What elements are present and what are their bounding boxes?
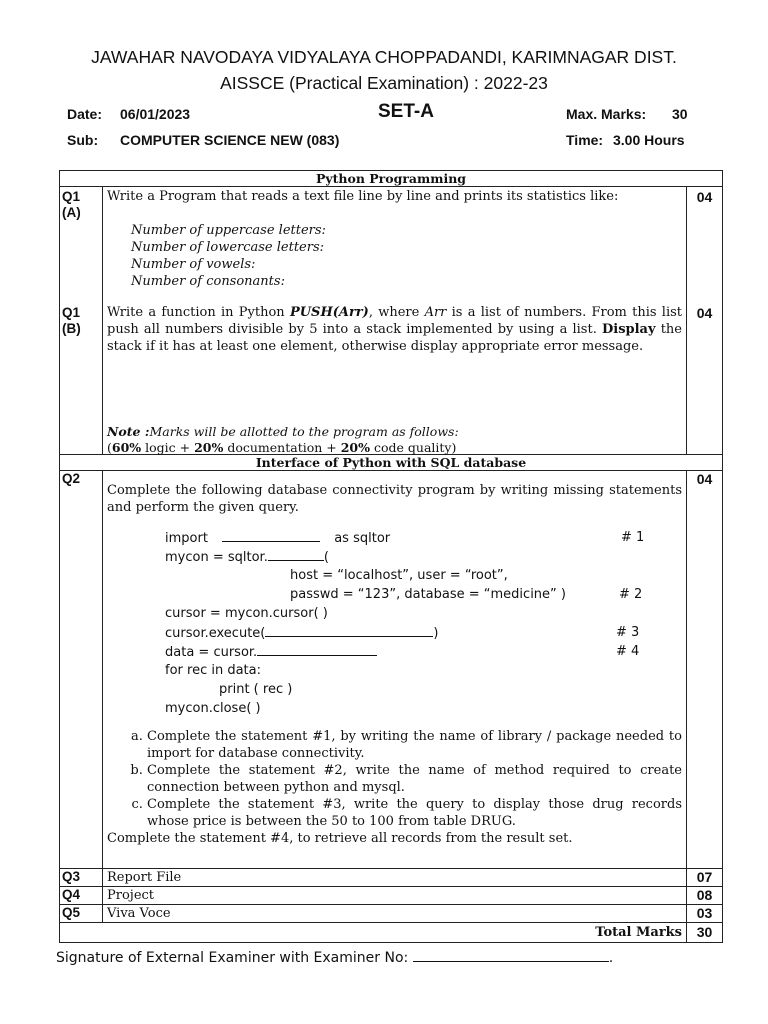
note-text: Marks will be allotted to the program as follows: — [149, 424, 459, 439]
q1b-text — [107, 304, 682, 355]
question-row-q3 — [60, 869, 723, 887]
q1a-part: (A) — [62, 205, 81, 220]
time-value: 3.00 Hours — [613, 132, 685, 148]
total-label: Total Marks — [60, 923, 687, 943]
code-line-1 — [165, 529, 390, 547]
comment-3: # 3 — [616, 625, 640, 640]
set-label: SET-A — [378, 101, 434, 122]
question-row-q4 — [60, 887, 723, 905]
code-line-2 — [165, 548, 329, 566]
sub-question-b: b. Complete the statement #2, write the name of method required to create connection between python and mysql. — [147, 762, 682, 796]
question-number: Q2 — [60, 471, 103, 869]
note-part: logic + — [141, 440, 195, 455]
date-value: 06/01/2023 — [120, 106, 191, 122]
sub-question-a: a. Complete the statement #1, by writing the name of library / package needed to import for database connectivity. — [147, 728, 682, 762]
note-pct: 20% — [340, 440, 371, 455]
note-breakdown — [107, 439, 456, 456]
code-text: ( — [323, 550, 329, 565]
code-text: import — [165, 531, 208, 546]
question-table — [59, 170, 723, 943]
row-label: Project — [103, 887, 687, 905]
note-part: code quality) — [370, 440, 457, 455]
row-marks: 03 — [687, 905, 723, 923]
section-header-python — [60, 171, 723, 187]
note-pct: 20% — [194, 440, 224, 455]
q1b-display: Display — [601, 322, 656, 337]
code-line-8: for rec in data: — [165, 663, 261, 678]
answer-blank-1[interactable] — [222, 529, 320, 542]
total-marks: 30 — [687, 923, 723, 943]
sub-questions — [107, 728, 682, 830]
answer-blank-4[interactable] — [257, 643, 377, 656]
section-title: Python Programming — [60, 171, 723, 187]
note-part: documentation + — [223, 440, 341, 455]
max-marks-label: Max. Marks: — [566, 106, 647, 122]
subject-value: COMPUTER SCIENCE NEW (083) — [120, 132, 340, 148]
max-marks-value: 30 — [672, 106, 688, 122]
row-label: Viva Voce — [103, 905, 687, 923]
row-label: Report File — [103, 869, 687, 887]
q1b-num: Q1 — [62, 305, 81, 320]
q1a-num: Q1 — [62, 189, 81, 204]
q1b-func-name: PUSH(Arr) — [289, 305, 369, 320]
code-line-7 — [165, 643, 377, 661]
total-row — [60, 923, 723, 943]
code-block — [107, 516, 682, 716]
signature-end: . — [608, 950, 614, 966]
sub-question-last: Complete the statement #4, to retrieve all records from the result set. — [107, 831, 573, 846]
answer-blank-3[interactable] — [265, 624, 433, 637]
code-line-9: print ( rec ) — [219, 682, 293, 697]
time-label: Time: — [566, 132, 604, 148]
question-number: Q4 — [60, 887, 103, 905]
code-line-10: mycon.close( ) — [165, 701, 261, 716]
question-number: Q5 — [60, 905, 103, 923]
q1b-text-part: Write a function in Python — [107, 305, 290, 320]
q1a-item: Number of lowercase letters: — [131, 240, 325, 255]
note-label: Note : — [107, 424, 150, 439]
q2-intro: Complete the following database connectivity program by writing missing statements and perform the given query. — [107, 483, 682, 515]
marks-cell — [687, 187, 723, 455]
q1b-text-part: is a list of numbers. From this list push all numbers divisible by 5 into a stack implemented by using a list. — [107, 305, 682, 337]
row-marks: 08 — [687, 887, 723, 905]
code-text: as sqltor — [334, 531, 391, 546]
question-row-q2 — [60, 471, 723, 869]
date-label: Date: — [67, 106, 103, 122]
note-line — [107, 423, 459, 440]
answer-blank-2[interactable] — [268, 548, 324, 561]
exam-title: AISSCE (Practical Examination) : 2022-23 — [220, 73, 548, 93]
sub-question-c: c. Complete the statement #3, write the query to display those drug records whose price is between the 50 to 100 from table DRUG. — [147, 796, 682, 830]
question-row-q1 — [60, 187, 723, 455]
comment-2: # 2 — [619, 587, 643, 602]
q1a-item: Number of vowels: — [131, 257, 256, 272]
code-text: cursor.execute( — [165, 626, 266, 641]
signature-text: Signature of External Examiner with Examiner No: — [56, 950, 413, 966]
question-text — [103, 471, 687, 869]
comment-4: # 4 — [616, 644, 640, 659]
q2-marks: 04 — [687, 471, 723, 869]
school-name: JAWAHAR NAVODAYA VIDYALAYA CHOPPADANDI, KARIMNAGAR DIST. — [91, 47, 677, 67]
code-line-3: host = “localhost”, user = “root”, — [290, 568, 508, 583]
question-number: Q3 — [60, 869, 103, 887]
question-text — [103, 187, 687, 455]
comment-1: # 1 — [621, 530, 645, 545]
section-header-sql — [60, 455, 723, 471]
q1b-text-part: , where — [368, 305, 425, 320]
section-title: Interface of Python with SQL database — [60, 455, 723, 471]
question-number — [60, 187, 103, 455]
q1a-item: Number of uppercase letters: — [131, 223, 326, 238]
q1b-arr: Arr — [424, 305, 447, 320]
q1b-part: (B) — [62, 321, 81, 336]
q1a-text: Write a Program that reads a text file line by line and prints its statistics like: — [107, 189, 619, 204]
q1a-item: Number of consonants: — [131, 274, 285, 289]
question-row-q5 — [60, 905, 723, 923]
subject-label: Sub: — [67, 132, 99, 148]
row-marks: 07 — [687, 869, 723, 887]
examiner-no-blank[interactable] — [413, 947, 609, 962]
note-pct: 60% — [111, 440, 142, 455]
signature-line — [56, 947, 613, 966]
note-part: ( — [107, 440, 112, 455]
q1a-marks: 04 — [696, 189, 713, 205]
code-line-5: cursor = mycon.cursor( ) — [165, 606, 328, 621]
code-line-4: passwd = “123”, database = “medicine” ) — [290, 587, 566, 602]
code-line-6 — [165, 624, 438, 642]
code-text: data = cursor. — [165, 645, 258, 660]
code-text: mycon = sqltor. — [165, 550, 268, 565]
q1b-marks: 04 — [696, 305, 713, 321]
q1b-text-part: the stack if it has at least one element, otherwise display appropriate error message. — [107, 322, 682, 354]
code-text: ) — [433, 626, 439, 641]
